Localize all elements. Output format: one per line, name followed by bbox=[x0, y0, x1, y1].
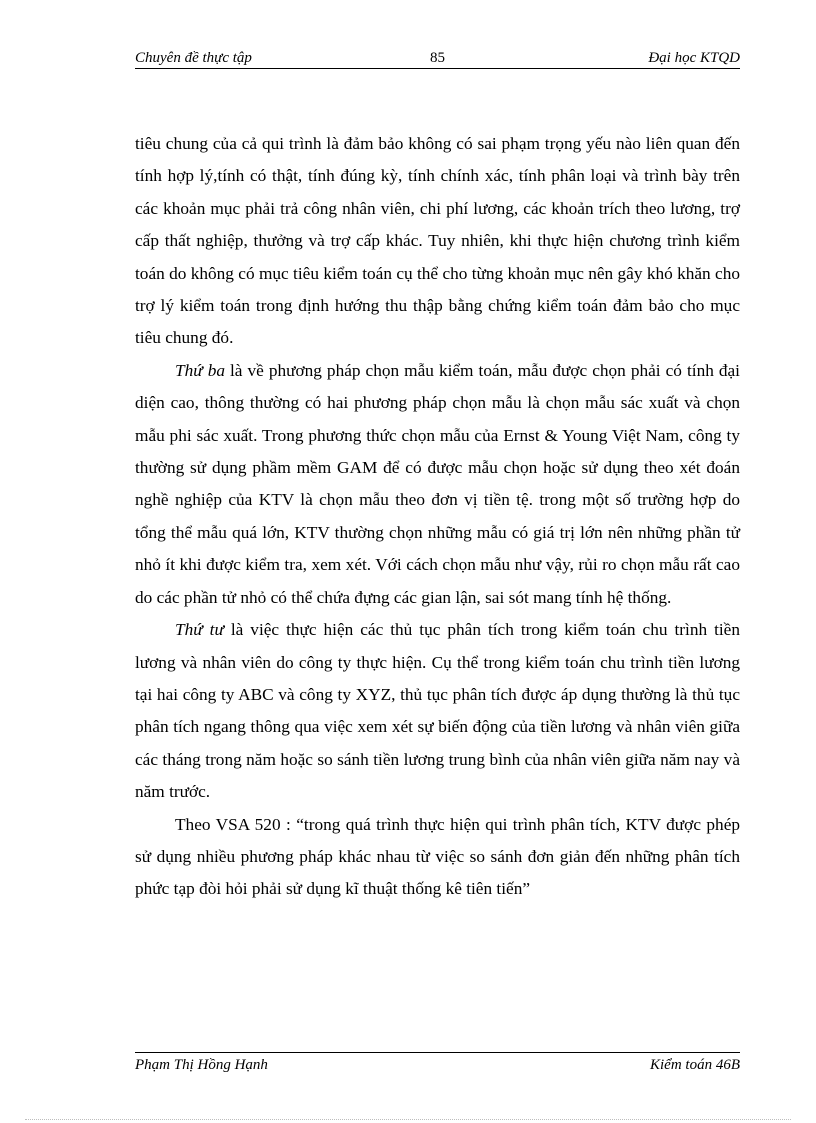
page-body bbox=[135, 128, 740, 906]
header-page-number: 85 bbox=[430, 50, 445, 66]
paragraph-3-text: là việc thực hiện các thủ tục phân tích trong kiểm toán chu trình tiền lương và nhân viên do công ty thực hiện. Cụ thể trong kiểm toán chu trình tiền lương tại hai công ty ABC và công ty XYZ, thủ tục phân tích được áp dụng thường là thủ tục phân tích ngang thông qua việc xem xét sự biến động của tiền lương và nhân viên giữa các tháng trong năm hoặc so sánh tiền lương trung bình của nhân viên giữa năm nay và năm trước. bbox=[135, 620, 740, 802]
header-document-title: Chuyên đề thực tập bbox=[135, 50, 252, 66]
paragraph-2-lead: Thứ ba bbox=[175, 360, 225, 380]
footer-class: Kiểm toán 46B bbox=[650, 1057, 740, 1073]
paragraph-4-text: Theo VSA 520 : “trong quá trình thực hiện qui trình phân tích, KTV được phép sử dụng nhiều phương pháp khác nhau từ việc so sánh đơn giản đến những phân tích phức tạp đòi hỏi phải sử dụng kĩ thuật thống kê tiên tiến” bbox=[135, 814, 740, 899]
paragraph-2 bbox=[135, 355, 740, 614]
header-university: Đại học KTQD bbox=[648, 50, 740, 66]
paragraph-1-text: tiêu chung của cả qui trình là đảm bảo không có sai phạm trọng yếu nào liên quan đến tính hợp lý,tính có thật, tính đúng kỳ, tính chính xác, tính phân loại và trình bày trên các khoản mục phải trả công nhân viên, chi phí lương, các khoản trích theo lương, trợ cấp thất nghiệp, thưởng và trợ cấp khác. Tuy nhiên, khi thực hiện chương trình kiểm toán do không có mục tiêu kiểm toán cụ thể cho từng khoản mục nên gây khó khăn cho trợ lý kiểm toán trong định hướng thu thập bằng chứng kiểm toán đảm bảo cho mục tiêu chung đó. bbox=[135, 134, 740, 348]
page-header bbox=[135, 50, 740, 69]
paragraph-1 bbox=[135, 128, 740, 355]
page-bottom-edge bbox=[25, 1119, 791, 1120]
paragraph-2-text: là về phương pháp chọn mẫu kiểm toán, mẫu được chọn phải có tính đại diện cao, thông thường có hai phương pháp chọn mẫu là chọn mẫu sác xuất và chọn mẫu phi sác xuất. Trong phương thức chọn mẫu của Ernst & Young Việt Nam, công ty thường sử dụng phầm mềm GAM để có được mẫu chọn hoặc sử dụng theo xét đoán nghề nghiệp của KTV là chọn mẫu theo đơn vị tiền tệ. trong một số trường hợp do tổng thể mẫu quá lớn, KTV thường chọn những mẫu có giá trị lớn nên những phần tử nhỏ ít khi được kiểm tra, xem xét. Với cách chọn mẫu như vậy, rủi ro chọn mẫu rất cao do các phần tử nhỏ có thể chứa đựng các gian lận, sai sót mang tính hệ thống. bbox=[135, 360, 740, 607]
paragraph-3-lead: Thứ tư bbox=[175, 620, 224, 640]
paragraph-4 bbox=[135, 809, 740, 906]
paragraph-3 bbox=[135, 614, 740, 808]
footer-author: Phạm Thị Hồng Hạnh bbox=[135, 1057, 268, 1073]
page-footer bbox=[135, 1052, 740, 1075]
